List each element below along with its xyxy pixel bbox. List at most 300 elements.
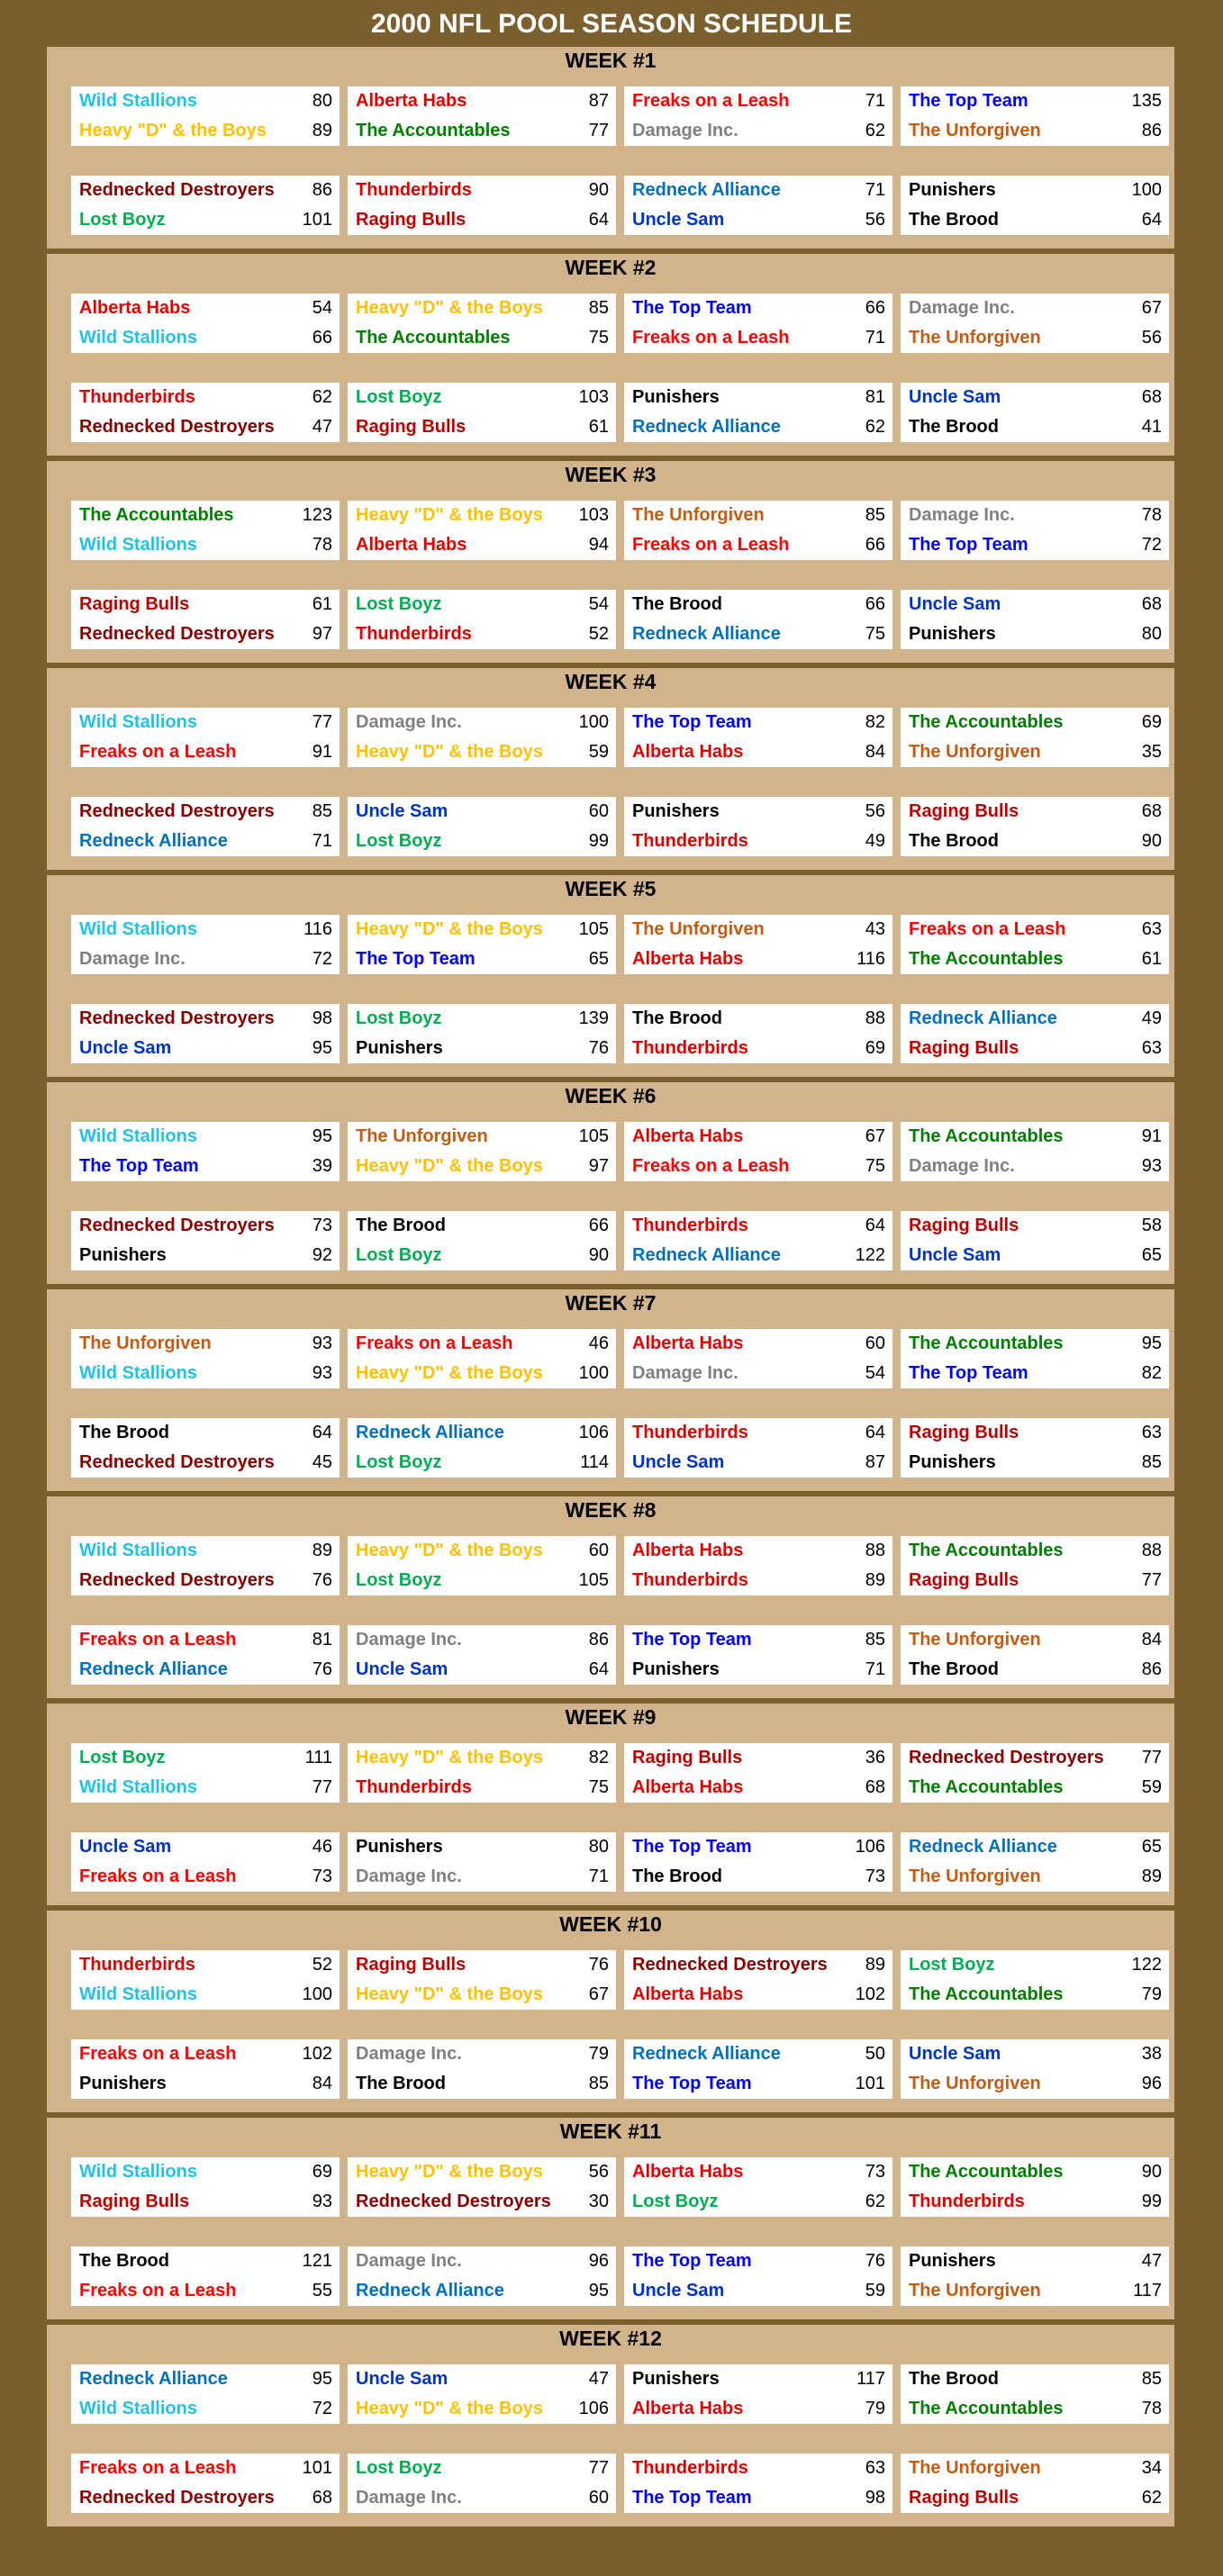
team-row	[348, 737, 616, 767]
team-score: 68	[312, 2488, 332, 2508]
team-score: 60	[588, 801, 609, 821]
team-name: Lost Boyz	[909, 1955, 995, 1975]
game-card	[71, 176, 340, 235]
team-name: The Top Team	[632, 2074, 752, 2093]
team-row	[624, 1152, 892, 1181]
game-card	[624, 1832, 892, 1892]
team-name: The Brood	[632, 594, 722, 614]
team-name: Wild Stallions	[79, 2399, 197, 2418]
team-row	[624, 1655, 892, 1685]
game-card	[348, 383, 616, 442]
team-row	[348, 2157, 616, 2187]
team-score: 66	[312, 328, 332, 348]
game-card	[348, 1625, 616, 1685]
team-name: Wild Stallions	[79, 2162, 197, 2182]
week-title: WEEK #2	[565, 256, 657, 279]
team-score: 84	[1141, 1630, 1162, 1650]
team-row	[71, 2364, 340, 2394]
team-score: 82	[865, 712, 885, 732]
team-row	[71, 2187, 340, 2217]
team-row	[901, 1566, 1169, 1595]
team-score: 75	[588, 328, 609, 348]
team-score: 60	[865, 1333, 885, 1353]
game-card	[901, 2039, 1169, 2099]
week-panel	[47, 875, 1174, 1077]
game-card	[348, 2454, 616, 2513]
team-score: 64	[588, 210, 609, 230]
team-row	[624, 1418, 892, 1448]
team-row	[348, 827, 616, 856]
team-name: Thunderbirds	[632, 1570, 748, 1590]
team-name: Raging Bulls	[356, 1955, 467, 1975]
team-score: 139	[578, 1008, 609, 1028]
team-row	[901, 1448, 1169, 1478]
team-row	[71, 1448, 340, 1478]
team-name: Alberta Habs	[356, 91, 467, 111]
team-row	[901, 176, 1169, 205]
team-score: 52	[312, 1955, 332, 1975]
team-name: Heavy "D" & the Boys	[356, 1748, 543, 1767]
team-score: 66	[865, 298, 885, 318]
team-name: Wild Stallions	[79, 1777, 197, 1797]
team-score: 80	[588, 1837, 609, 1857]
team-name: Lost Boyz	[356, 387, 442, 407]
team-score: 100	[578, 1363, 609, 1383]
game-card	[901, 2364, 1169, 2424]
game-card	[624, 501, 892, 560]
team-score: 88	[1141, 1541, 1162, 1560]
team-row	[348, 1566, 616, 1595]
game-card	[624, 383, 892, 442]
team-score: 90	[588, 1245, 609, 1265]
team-name: Heavy "D" & the Boys	[356, 298, 543, 318]
game-card	[901, 176, 1169, 235]
team-name: The Brood	[909, 831, 999, 851]
team-name: Punishers	[909, 2251, 996, 2271]
team-name: Alberta Habs	[632, 1777, 744, 1797]
game-card	[71, 708, 340, 767]
team-row	[348, 2187, 616, 2217]
team-score: 49	[865, 831, 885, 851]
week-panel	[47, 1911, 1174, 2112]
team-score: 89	[1141, 1866, 1162, 1886]
team-name: Freaks on a Leash	[79, 2458, 237, 2478]
team-row	[71, 737, 340, 767]
team-name: The Accountables	[909, 1333, 1064, 1353]
team-name: Raging Bulls	[632, 1748, 743, 1767]
team-name: Freaks on a Leash	[79, 742, 237, 762]
team-name: Freaks on a Leash	[632, 1156, 790, 1176]
team-name: Wild Stallions	[79, 91, 197, 111]
team-name: The Accountables	[909, 949, 1064, 969]
team-row	[71, 1211, 340, 1241]
team-row	[71, 2483, 340, 2513]
game-card	[71, 915, 340, 974]
team-name: Raging Bulls	[356, 417, 467, 437]
team-row	[624, 915, 892, 945]
team-score: 71	[588, 1866, 609, 1886]
team-row	[71, 2069, 340, 2099]
team-row	[71, 1241, 340, 1270]
team-row	[71, 2276, 340, 2306]
team-score: 103	[578, 505, 609, 525]
team-score: 64	[588, 1659, 609, 1679]
team-name: Freaks on a Leash	[79, 2281, 237, 2300]
team-name: Freaks on a Leash	[356, 1333, 513, 1353]
team-name: Thunderbirds	[632, 2458, 748, 2478]
team-name: Damage Inc.	[356, 1630, 462, 1650]
game-card	[624, 1329, 892, 1388]
team-name: Rednecked Destroyers	[79, 417, 275, 437]
team-row	[348, 708, 616, 737]
team-row	[348, 2039, 616, 2069]
team-name: Punishers	[79, 2074, 167, 2093]
game-card	[348, 1329, 616, 1388]
team-score: 71	[312, 831, 332, 851]
team-name: Alberta Habs	[632, 2399, 744, 2418]
team-row	[71, 1152, 340, 1181]
team-score: 91	[1141, 1126, 1162, 1146]
team-row	[624, 2364, 892, 2394]
team-name: Alberta Habs	[632, 742, 744, 762]
team-row	[71, 1655, 340, 1685]
team-row	[624, 116, 892, 146]
game-card	[901, 915, 1169, 974]
team-score: 82	[1141, 1363, 1162, 1383]
team-row	[624, 2157, 892, 2187]
game-card	[624, 1743, 892, 1803]
team-row	[348, 1448, 616, 1478]
team-row	[901, 1536, 1169, 1566]
team-score: 135	[1131, 91, 1162, 111]
team-row	[624, 1211, 892, 1241]
team-row	[624, 945, 892, 974]
team-score: 78	[312, 535, 332, 555]
team-score: 93	[312, 2192, 332, 2211]
team-row	[624, 2187, 892, 2217]
team-row	[624, 323, 892, 353]
week-panel	[47, 2118, 1174, 2319]
team-name: Uncle Sam	[79, 1038, 172, 1058]
team-name: Punishers	[909, 1452, 996, 1472]
team-score: 77	[1141, 1570, 1162, 1590]
team-score: 90	[1141, 831, 1162, 851]
game-card	[71, 2157, 340, 2217]
team-row	[71, 1536, 340, 1566]
team-name: The Brood	[909, 1659, 999, 1679]
team-score: 76	[312, 1570, 332, 1590]
team-score: 105	[578, 1570, 609, 1590]
team-score: 75	[865, 1156, 885, 1176]
team-row	[624, 1625, 892, 1655]
team-score: 122	[1131, 1955, 1162, 1975]
team-row	[348, 1241, 616, 1270]
team-score: 77	[312, 1777, 332, 1797]
team-score: 71	[865, 328, 885, 348]
team-name: Damage Inc.	[632, 1363, 738, 1383]
team-score: 101	[302, 2458, 332, 2478]
team-row	[901, 1211, 1169, 1241]
team-name: Redneck Alliance	[632, 2044, 781, 2064]
game-card	[71, 1536, 340, 1595]
team-score: 76	[312, 1659, 332, 1679]
team-name: The Accountables	[79, 505, 234, 525]
team-score: 73	[865, 2162, 885, 2182]
team-row	[624, 2276, 892, 2306]
team-score: 89	[312, 1541, 332, 1560]
team-score: 89	[312, 121, 332, 140]
team-score: 62	[865, 2192, 885, 2211]
team-row	[348, 1211, 616, 1241]
team-row	[348, 1655, 616, 1685]
team-row	[348, 176, 616, 205]
team-name: The Unforgiven	[909, 2458, 1041, 2478]
team-row	[901, 2276, 1169, 2306]
team-name: Freaks on a Leash	[79, 1866, 237, 1886]
team-row	[901, 590, 1169, 619]
team-row	[71, 412, 340, 442]
game-card	[901, 383, 1169, 442]
game-card	[901, 1950, 1169, 2010]
team-row	[901, 205, 1169, 235]
team-row	[348, 2454, 616, 2483]
team-score: 116	[303, 919, 332, 939]
team-score: 86	[312, 180, 332, 200]
team-name: Heavy "D" & the Boys	[79, 121, 267, 140]
team-score: 84	[865, 742, 885, 762]
team-score: 54	[312, 298, 332, 318]
team-name: Uncle Sam	[909, 1245, 1001, 1265]
game-card	[624, 797, 892, 856]
team-score: 76	[588, 1038, 609, 1058]
team-name: The Top Team	[909, 535, 1028, 555]
team-score: 106	[578, 2399, 609, 2418]
team-name: Punishers	[909, 180, 996, 200]
team-row	[348, 1034, 616, 1063]
team-score: 63	[1141, 1423, 1162, 1442]
team-score: 95	[312, 1038, 332, 1058]
team-name: Damage Inc.	[909, 1156, 1015, 1176]
team-name: The Accountables	[909, 712, 1064, 732]
team-row	[901, 1743, 1169, 1773]
team-score: 66	[588, 1216, 609, 1235]
team-row	[71, 2394, 340, 2424]
team-score: 116	[856, 949, 885, 969]
team-score: 64	[1141, 210, 1162, 230]
team-score: 106	[855, 1837, 885, 1857]
team-name: Uncle Sam	[356, 801, 448, 821]
team-score: 93	[1141, 1156, 1162, 1176]
game-card	[901, 1743, 1169, 1803]
team-score: 73	[865, 1866, 885, 1886]
team-row	[71, 1359, 340, 1388]
team-name: Lost Boyz	[356, 1245, 442, 1265]
team-row	[348, 2483, 616, 2513]
team-row	[348, 530, 616, 560]
team-name: Redneck Alliance	[79, 1659, 228, 1679]
team-row	[901, 501, 1169, 530]
team-name: Rednecked Destroyers	[79, 1008, 275, 1028]
team-score: 87	[865, 1452, 885, 1472]
team-name: Wild Stallions	[79, 712, 197, 732]
team-name: Raging Bulls	[909, 2488, 1019, 2508]
team-score: 87	[588, 91, 609, 111]
team-name: The Top Team	[632, 2488, 752, 2508]
game-card	[348, 2364, 616, 2424]
team-row	[901, 915, 1169, 945]
team-name: Heavy "D" & the Boys	[356, 1363, 543, 1383]
team-row	[624, 1566, 892, 1595]
game-card	[624, 590, 892, 649]
team-row	[348, 1950, 616, 1980]
team-name: Lost Boyz	[356, 831, 442, 851]
team-score: 46	[312, 1837, 332, 1857]
team-name: The Brood	[79, 2251, 169, 2271]
team-row	[624, 1122, 892, 1152]
team-row	[624, 294, 892, 323]
team-row	[624, 501, 892, 530]
team-score: 72	[312, 2399, 332, 2418]
team-score: 47	[1141, 2251, 1162, 2271]
team-row	[624, 1832, 892, 1862]
team-score: 84	[312, 2074, 332, 2093]
team-row	[348, 205, 616, 235]
game-card	[624, 2157, 892, 2217]
team-row	[624, 1241, 892, 1270]
game-card	[348, 1743, 616, 1803]
team-score: 100	[1131, 180, 1162, 200]
team-score: 69	[1141, 712, 1162, 732]
team-name: The Unforgiven	[909, 2074, 1041, 2093]
team-score: 60	[588, 1541, 609, 1560]
team-name: Wild Stallions	[79, 1541, 197, 1560]
team-row	[624, 1448, 892, 1478]
team-score: 34	[1141, 2458, 1162, 2478]
team-name: The Accountables	[909, 1984, 1064, 2004]
team-name: The Top Team	[909, 1363, 1028, 1383]
team-name: Heavy "D" & the Boys	[356, 2162, 543, 2182]
team-name: Rednecked Destroyers	[356, 2192, 551, 2211]
team-score: 101	[855, 2074, 885, 2093]
week-title: WEEK #3	[565, 463, 657, 486]
week-panel	[47, 254, 1174, 456]
team-score: 58	[1141, 1216, 1162, 1235]
team-name: The Unforgiven	[632, 919, 765, 939]
game-card	[71, 1122, 340, 1181]
team-row	[624, 2039, 892, 2069]
week-panel	[47, 47, 1174, 249]
team-name: Raging Bulls	[79, 594, 190, 614]
team-name: Thunderbirds	[356, 1777, 472, 1797]
team-row	[901, 1034, 1169, 1063]
team-score: 43	[865, 919, 885, 939]
team-name: Damage Inc.	[632, 121, 738, 140]
team-row	[901, 2394, 1169, 2424]
team-score: 65	[588, 949, 609, 969]
team-row	[624, 176, 892, 205]
team-score: 62	[865, 417, 885, 437]
team-score: 47	[312, 417, 332, 437]
team-row	[624, 1536, 892, 1566]
team-row	[901, 2039, 1169, 2069]
week-title: WEEK #5	[565, 877, 657, 900]
team-row	[624, 1329, 892, 1359]
team-score: 56	[865, 801, 885, 821]
team-score: 69	[865, 1038, 885, 1058]
game-card	[624, 1004, 892, 1063]
team-name: Punishers	[909, 624, 996, 644]
team-name: Uncle Sam	[632, 210, 725, 230]
page-title: 2000 NFL POOL SEASON SCHEDULE	[370, 9, 853, 39]
team-score: 93	[312, 1333, 332, 1353]
team-row	[71, 1329, 340, 1359]
team-name: The Brood	[909, 2369, 999, 2389]
team-score: 65	[1141, 1245, 1162, 1265]
team-row	[71, 383, 340, 412]
team-row	[624, 2246, 892, 2276]
game-card	[71, 383, 340, 442]
team-name: Heavy "D" & the Boys	[356, 742, 543, 762]
team-name: The Brood	[632, 1866, 722, 1886]
team-row	[901, 945, 1169, 974]
team-score: 102	[302, 2044, 332, 2064]
week-panel	[47, 668, 1174, 870]
team-name: Heavy "D" & the Boys	[356, 919, 543, 939]
team-row	[348, 1773, 616, 1803]
team-row	[901, 619, 1169, 649]
team-row	[901, 323, 1169, 353]
team-score: 106	[578, 1423, 609, 1442]
team-score: 86	[1141, 121, 1162, 140]
game-card	[901, 86, 1169, 146]
team-name: Rednecked Destroyers	[632, 1955, 828, 1975]
team-row	[71, 1743, 340, 1773]
team-row	[71, 2454, 340, 2483]
team-name: Alberta Habs	[632, 1126, 744, 1146]
team-row	[624, 797, 892, 827]
team-score: 79	[588, 2044, 609, 2064]
team-row	[71, 1980, 340, 2010]
team-name: Uncle Sam	[632, 1452, 725, 1472]
team-row	[624, 530, 892, 560]
game-card	[901, 708, 1169, 767]
team-score: 73	[312, 1216, 332, 1235]
team-score: 47	[588, 2369, 609, 2389]
team-name: Freaks on a Leash	[909, 919, 1066, 939]
team-score: 49	[1141, 1008, 1162, 1028]
team-score: 67	[865, 1126, 885, 1146]
team-name: Rednecked Destroyers	[79, 801, 275, 821]
team-score: 89	[865, 1570, 885, 1590]
game-card	[71, 1950, 340, 2010]
team-row	[71, 915, 340, 945]
team-name: Punishers	[79, 1245, 167, 1265]
team-row	[348, 1536, 616, 1566]
team-row	[71, 708, 340, 737]
team-score: 77	[312, 712, 332, 732]
game-card	[901, 2454, 1169, 2513]
team-name: Alberta Habs	[632, 2162, 744, 2182]
team-name: Damage Inc.	[79, 949, 186, 969]
team-row	[624, 2454, 892, 2483]
team-row	[348, 590, 616, 619]
game-card	[624, 1211, 892, 1270]
team-row	[624, 737, 892, 767]
team-name: Damage Inc.	[356, 2251, 462, 2271]
team-name: Uncle Sam	[79, 1837, 172, 1857]
team-score: 55	[312, 2281, 332, 2300]
team-name: Punishers	[632, 1659, 720, 1679]
